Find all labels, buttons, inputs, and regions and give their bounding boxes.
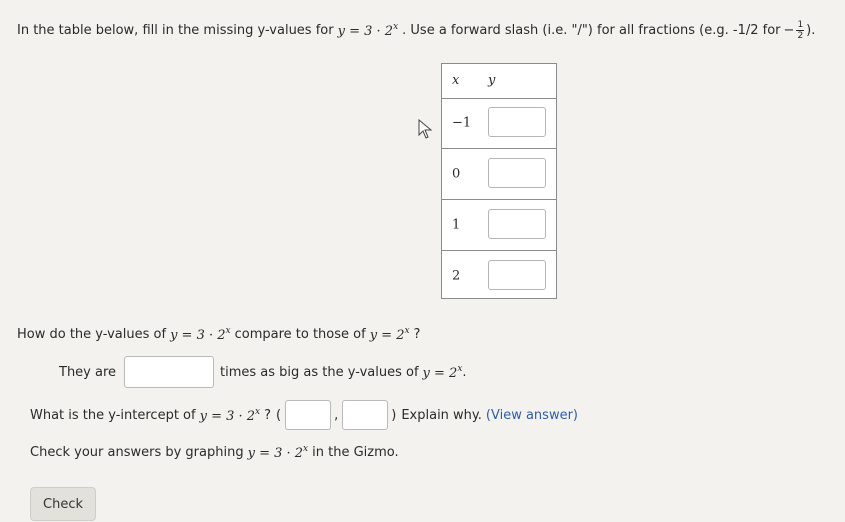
y-input-row-3[interactable]	[488, 209, 546, 239]
table-header-y: y	[488, 73, 496, 88]
table-x-value: 0	[452, 166, 461, 182]
mouse-cursor-icon	[418, 119, 434, 139]
intercept-y-input[interactable]	[342, 400, 388, 430]
y-input-row-2[interactable]	[488, 158, 546, 188]
instruction-equation: $y = 3 \cdot 2^x$	[337, 22, 399, 39]
example-fraction: − $\frac{1}{2}$	[783, 20, 804, 41]
question-compare: How do the y-values of $y = 3 \cdot 2^x$ compare to those of $y = 2^x$ ?	[17, 326, 421, 343]
times-big-input[interactable]	[124, 356, 214, 388]
instruction-text: In the table below, fill in the missing y-values for	[17, 23, 334, 38]
table-row	[442, 98, 556, 149]
instruction-text-2: . Use a forward slash (i.e. "/") for all fractions (e.g. -1/2 for	[402, 23, 781, 38]
check-button[interactable]: Check	[30, 487, 96, 521]
instruction-text-3: ).	[806, 23, 816, 38]
explain-why-text: Explain why.	[401, 407, 482, 423]
table-header-x: x	[452, 73, 460, 88]
table-x-value: 1	[452, 217, 461, 233]
table-header	[442, 64, 556, 99]
xy-table	[441, 63, 557, 299]
y-input-row-1[interactable]	[488, 107, 546, 137]
table-row	[442, 149, 556, 200]
answer-compare: They are times as big as the y-values of $y = 2^x$ .	[59, 356, 467, 388]
table-x-value: 2	[452, 268, 461, 284]
table-row	[442, 251, 556, 301]
check-by-graphing: Check your answers by graphing $y = 3 \cdot 2^x$ in the Gizmo.	[30, 444, 399, 461]
table-x-value: −1	[452, 115, 472, 131]
intercept-x-input[interactable]	[285, 400, 331, 430]
y-input-row-4[interactable]	[488, 260, 546, 290]
view-answer-link[interactable]: (View answer)	[485, 407, 578, 423]
instruction-line	[17, 20, 815, 41]
table-row	[442, 200, 556, 251]
question-intercept: What is the y-intercept of $y = 3 \cdot 2^x$ ? ( , ) Explain why. (View answer)	[30, 400, 578, 430]
